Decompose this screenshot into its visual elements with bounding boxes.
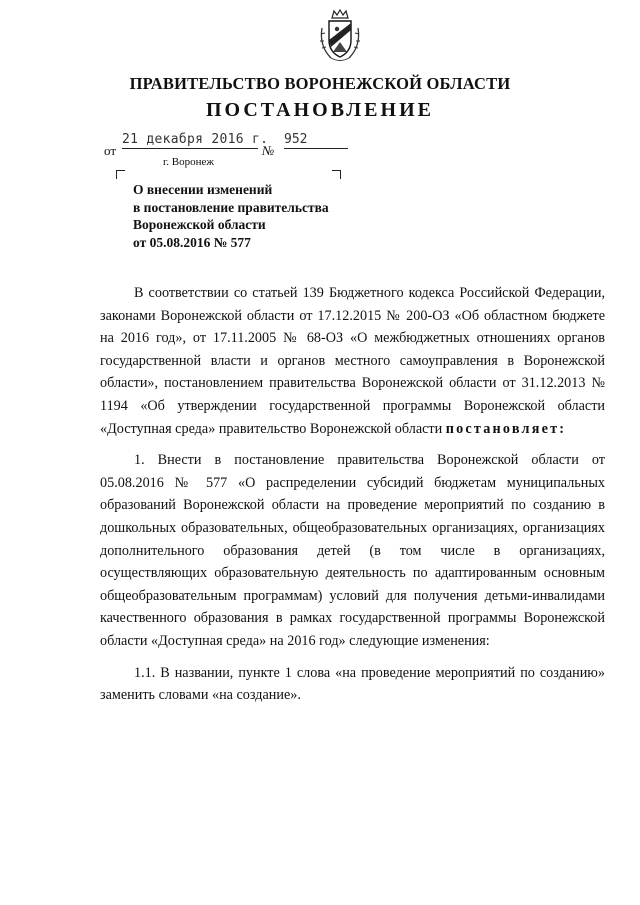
document-number: 952 <box>284 132 348 149</box>
number-label: № <box>262 143 275 158</box>
date-prefix-label: от <box>104 143 117 158</box>
subject-line: в постановление правительства <box>133 199 329 215</box>
city-label: г. Воронеж <box>163 156 214 168</box>
preamble-paragraph <box>100 282 605 440</box>
document-subject <box>133 181 393 251</box>
voronezh-coat-of-arms-icon <box>317 8 363 64</box>
subject-line: от 05.08.2016 № 577 <box>133 234 251 250</box>
decree-word: постановляет: <box>445 420 567 437</box>
document-type: ПОСТАНОВЛЕНИЕ <box>206 99 434 121</box>
subject-line: О внесении изменений <box>133 182 273 197</box>
item-1-1-paragraph: 1.1. В названии, пункте 1 слова «на проведение мероприятий по созданию» заменить словами «на создание». <box>100 664 605 704</box>
document-body <box>100 282 605 716</box>
item-1-paragraph: 1. Внести в постановление правительства Воронежской области от 05.08.2016 № 577 «О распределении субсидий бюджетам муниципальных образований Воронежской области на проведение мероприятий по созданию в дошкольных образовательных, общеобразовательных организациях, организациях дополнительного образования детей (в том числе в организациях, осуществляющих образовательную деятельность по адаптированным основным общеобразовательным программам) условий для получения детьми-инвалидами качественного образования в рамках государственной программы Воронежской области «Доступная среда» на 2016 год» следующие изменения: <box>100 452 605 649</box>
document-date: 21 декабря 2016 г. <box>122 132 269 147</box>
subject-corner-right <box>332 170 341 179</box>
preamble-text: В соответствии со статьей 139 Бюджетного кодекса Российской Федерации, законами Воронежской области от 17.12.2015 № 200-ОЗ «Об областном бюджете на 2016 год», от 17.11.2005 № 68-ОЗ «О межбюджетных отношениях органов государственной власти и органов местного самоуправления в Воронежской области», постановлением правительства Воронежской области от 31.12.2013 № 1194 «Об утверждении государственной программы Воронежской области «Доступная среда» правительство Воронежской области <box>100 285 605 437</box>
organization-name: ПРАВИТЕЛЬСТВО ВОРОНЕЖСКОЙ ОБЛАСТИ <box>129 74 511 93</box>
subject-line: Воронежской области <box>133 217 266 232</box>
subject-corner-left <box>116 170 125 179</box>
